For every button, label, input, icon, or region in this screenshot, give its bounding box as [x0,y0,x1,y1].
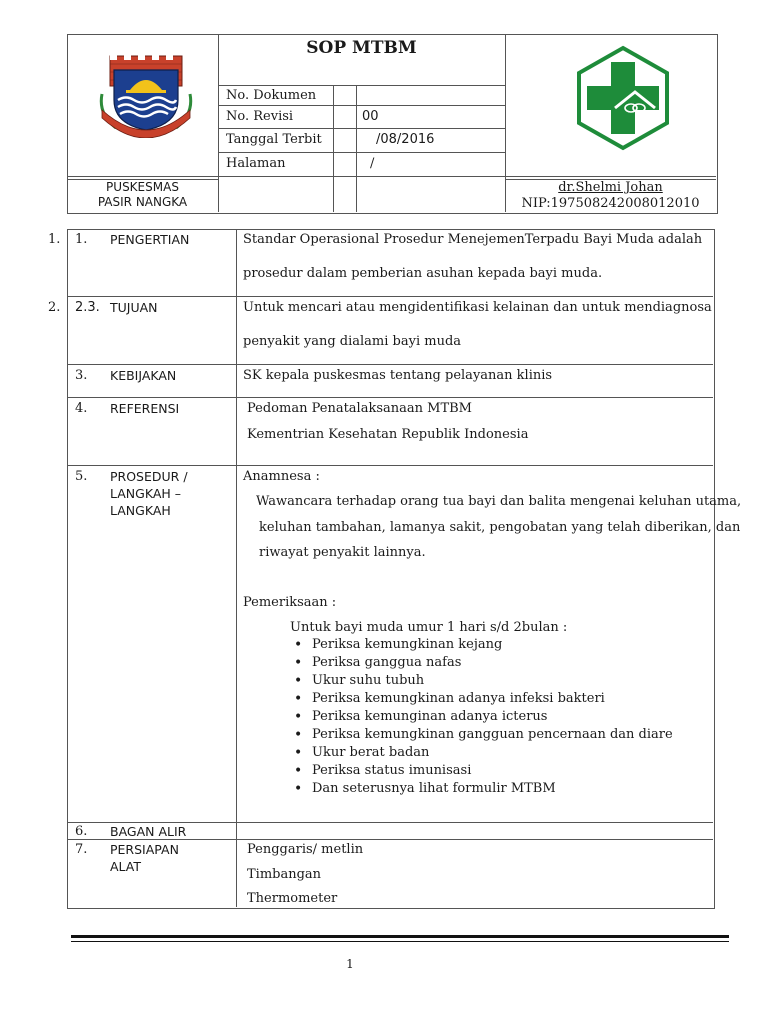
section-title: KEBIJAKAN [110,368,177,383]
section-title: PENGERTIAN [110,232,190,247]
list-item: • Periksa ganggua nafas [290,654,673,672]
section-title: ALAT [110,859,142,874]
section-title: LANGKAH – [110,486,181,501]
row-value-tanggal: /08/2016 [376,132,435,147]
section-number: 4. [75,401,88,416]
row-label-tanggal: Tanggal Terbit [226,132,322,147]
signer-nip: NIP:197508242008012010 [521,196,700,211]
section-number: 6. [75,824,88,839]
list-item: • Ukur berat badan [290,744,673,762]
section-title: PERSIAPAN [110,842,179,857]
section-number: 7. [75,842,88,857]
puskesmas-logo-icon [573,44,673,152]
outer-number: 1. [48,232,61,247]
anamnesa-text: keluhan tambahan, lamanya sakit, pengobatan yang telah diberikan, dan [259,520,741,535]
list-item: • Ukur suhu tubuh [290,672,673,690]
section-text: Thermometer [247,891,338,906]
row-value-halaman: / [370,156,375,171]
section-number: 3. [75,368,88,383]
list-item: • Periksa status imunisasi [290,762,673,780]
list-item: • Periksa kemunginan adanya icterus [290,708,673,726]
section-text: SK kepala puskesmas tentang pelayanan klinis [243,368,553,383]
section-text: prosedur dalam pemberian asuhan kepada bayi muda. [243,266,603,281]
document-title: SOP MTBM [306,38,417,58]
section-title: TUJUAN [110,300,158,315]
pemeriksaan-intro: Untuk bayi muda umur 1 hari s/d 2bulan : [290,620,568,635]
section-title: REFERENSI [110,401,180,416]
row-label-halaman: Halaman [226,156,286,171]
regency-crest-icon [96,50,196,138]
page-number: 1 [346,957,354,971]
section-title: BAGAN ALIR [110,824,187,839]
section-title: PROSEDUR / [110,469,188,484]
org-name-line2: PASIR NANGKA [97,195,188,209]
section-text: Standar Operasional Prosedur MenejemenTerpadu Bayi Muda adalah [243,232,703,247]
section-title: LANGKAH [110,503,171,518]
org-name-line1: PUSKESMAS [106,180,179,194]
row-label-dokumen: No. Dokumen [226,88,317,103]
section-text: Untuk mencari atau mengidentifikasi kelainan dan untuk mendiagnosa [243,300,712,315]
pemeriksaan-label: Pemeriksaan : [243,595,337,610]
outer-number: 2. [48,300,61,315]
list-item: • Periksa kemungkinan kejang [290,636,673,654]
row-value-revisi: 00 [362,109,379,124]
signer-name: dr.Shelmi Johan [558,180,663,195]
section-text: Kementrian Kesehatan Republik Indonesia [247,427,529,442]
anamnesa-label: Anamnesa : [243,469,320,484]
section-text: penyakit yang dialami bayi muda [243,334,462,349]
section-number: 2.3. [75,300,100,315]
pemeriksaan-list [290,636,673,798]
row-label-revisi: No. Revisi [226,109,294,124]
list-item: • Dan seterusnya lihat formulir MTBM [290,780,673,798]
anamnesa-text: riwayat penyakit lainnya. [259,545,426,560]
section-number: 5. [75,469,88,484]
list-item: • Periksa kemungkinan gangguan pencernaan dan diare [290,726,673,744]
section-text: Pedoman Penatalaksanaan MTBM [247,401,472,416]
section-text: Timbangan [247,867,322,882]
section-text: Penggaris/ metlin [247,842,364,857]
anamnesa-text: Wawancara terhadap orang tua bayi dan balita mengenai keluhan utama, [256,494,742,509]
list-item: • Periksa kemungkinan adanya infeksi bakteri [290,690,673,708]
section-number: 1. [75,232,88,247]
